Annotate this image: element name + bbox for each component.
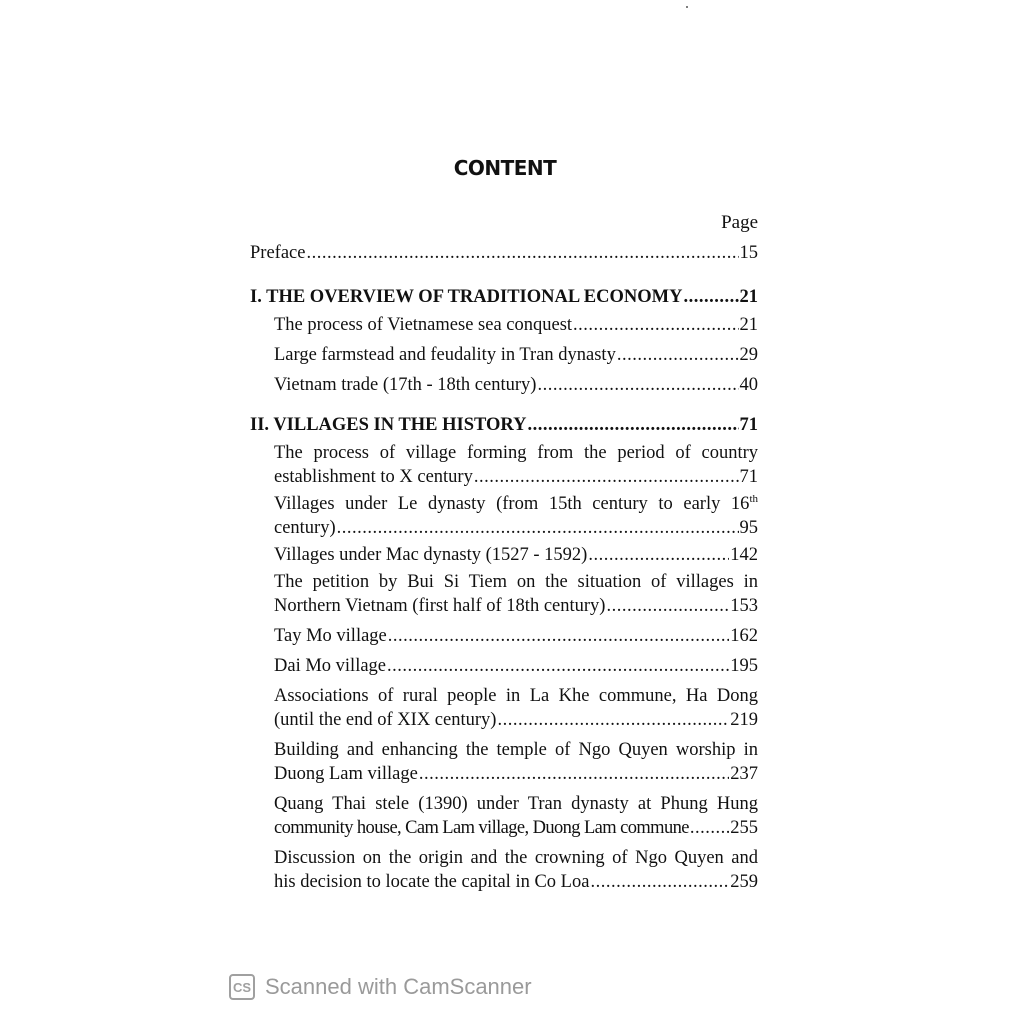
toc-section-title: I. THE OVERVIEW OF TRADITIONAL ECONOMY xyxy=(250,287,683,307)
toc-entry xyxy=(274,492,758,540)
toc-section-heading xyxy=(250,412,758,438)
toc-entry-page: 255 xyxy=(730,818,758,838)
toc-entry-title-line1: Quang Thai stele (1390) under Tran dynasty at Phung Hung xyxy=(274,794,758,814)
toc-entry-title: Preface xyxy=(250,243,306,263)
leader-dots xyxy=(497,708,729,732)
page-title: CONTENT xyxy=(453,156,557,180)
toc-entry-title-line2: (until the end of XIX century) xyxy=(274,710,497,730)
leader-dots xyxy=(419,762,729,786)
toc-entry-page: 153 xyxy=(730,596,758,616)
toc-entry-page: 95 xyxy=(739,518,758,538)
leader-dots xyxy=(588,543,729,567)
toc-entry xyxy=(274,342,758,368)
toc-entry-preface xyxy=(250,240,758,266)
toc-entry xyxy=(274,738,758,786)
toc-entry-page: 195 xyxy=(730,656,758,676)
toc-entry xyxy=(274,624,758,648)
toc-section-page: 21 xyxy=(739,287,758,307)
toc-entry-title: The process of Vietnamese sea conquest xyxy=(274,315,573,335)
leader-dots xyxy=(388,624,729,648)
leader-dots xyxy=(387,654,729,678)
leader-dots xyxy=(474,465,739,489)
leader-dots xyxy=(690,816,729,840)
toc-entry-title: Vietnam trade (17th - 18th century) xyxy=(274,375,537,395)
page-column-label: Page xyxy=(721,212,758,233)
toc-section-title: II. VILLAGES IN THE HISTORY xyxy=(250,415,527,435)
camscanner-watermark xyxy=(229,974,532,1000)
toc-entry-title-line2: his decision to locate the capital in Co Loa xyxy=(274,872,590,892)
table-of-contents xyxy=(250,240,758,894)
toc-entry xyxy=(274,570,758,618)
leader-dots xyxy=(306,240,738,266)
toc-entry-page: 21 xyxy=(739,315,758,335)
watermark-text: Scanned with CamScanner xyxy=(265,974,532,999)
toc-entry-title-line1: Building and enhancing the temple of Ngo Quyen worship in xyxy=(274,740,758,760)
toc-entry-page: 142 xyxy=(730,545,758,565)
toc-entry xyxy=(274,543,758,567)
toc-entry-page: 40 xyxy=(739,375,758,395)
leader-dots xyxy=(573,312,738,338)
leader-dots xyxy=(683,284,738,310)
toc-entry-page: 15 xyxy=(739,243,758,263)
toc-entry-title-line1: Villages under Le dynasty (from 15th century to early 16th xyxy=(274,492,758,514)
toc-entry-page: 71 xyxy=(739,467,758,487)
toc-entry-title-line1: The petition by Bui Si Tiem on the situation of villages in xyxy=(274,572,758,592)
toc-entry-title-line1: Associations of rural people in La Khe commune, Ha Dong xyxy=(274,686,758,706)
leader-dots xyxy=(527,412,738,438)
toc-entry-title: Large farmstead and feudality in Tran dynasty xyxy=(274,345,616,365)
leader-dots xyxy=(606,594,729,618)
toc-entry-page: 219 xyxy=(730,710,758,730)
camscanner-logo-icon: CS xyxy=(229,974,255,1000)
toc-entry-title-line1: The process of village forming from the period of country xyxy=(274,443,758,463)
toc-section-page: 71 xyxy=(739,415,758,435)
leader-dots xyxy=(537,372,738,398)
toc-section-heading xyxy=(250,284,758,310)
toc-entry-title-line2: community house, Cam Lam village, Duong Lam commune xyxy=(274,818,689,838)
toc-entry xyxy=(274,372,758,398)
toc-entry-title-line1: Discussion on the origin and the crowning of Ngo Quyen and xyxy=(274,848,758,868)
toc-entry-title-line2: Duong Lam village xyxy=(274,764,418,784)
superscript: th xyxy=(749,492,758,505)
toc-entry xyxy=(274,792,758,840)
scan-speck xyxy=(686,6,688,8)
toc-entry-title: Villages under Mac dynasty (1527 - 1592) xyxy=(274,545,588,565)
toc-entry xyxy=(274,684,758,732)
toc-entry-page: 162 xyxy=(730,626,758,646)
toc-entry-page: 259 xyxy=(730,872,758,892)
leader-dots xyxy=(590,870,729,894)
toc-entry xyxy=(274,654,758,678)
toc-entry-title: Dai Mo village xyxy=(274,656,387,676)
toc-entry-title: Tay Mo village xyxy=(274,626,387,646)
toc-entry xyxy=(274,441,758,489)
toc-entry-page: 29 xyxy=(739,345,758,365)
toc-entry-page: 237 xyxy=(730,764,758,784)
toc-entry-title-line2: Northern Vietnam (first half of 18th century) xyxy=(274,596,606,616)
leader-dots xyxy=(617,342,739,368)
toc-entry xyxy=(274,846,758,894)
leader-dots xyxy=(337,516,739,540)
toc-entry-title-line2: century) xyxy=(274,518,336,538)
toc-entry xyxy=(274,312,758,338)
toc-entry-title-line2: establishment to X century xyxy=(274,467,473,487)
